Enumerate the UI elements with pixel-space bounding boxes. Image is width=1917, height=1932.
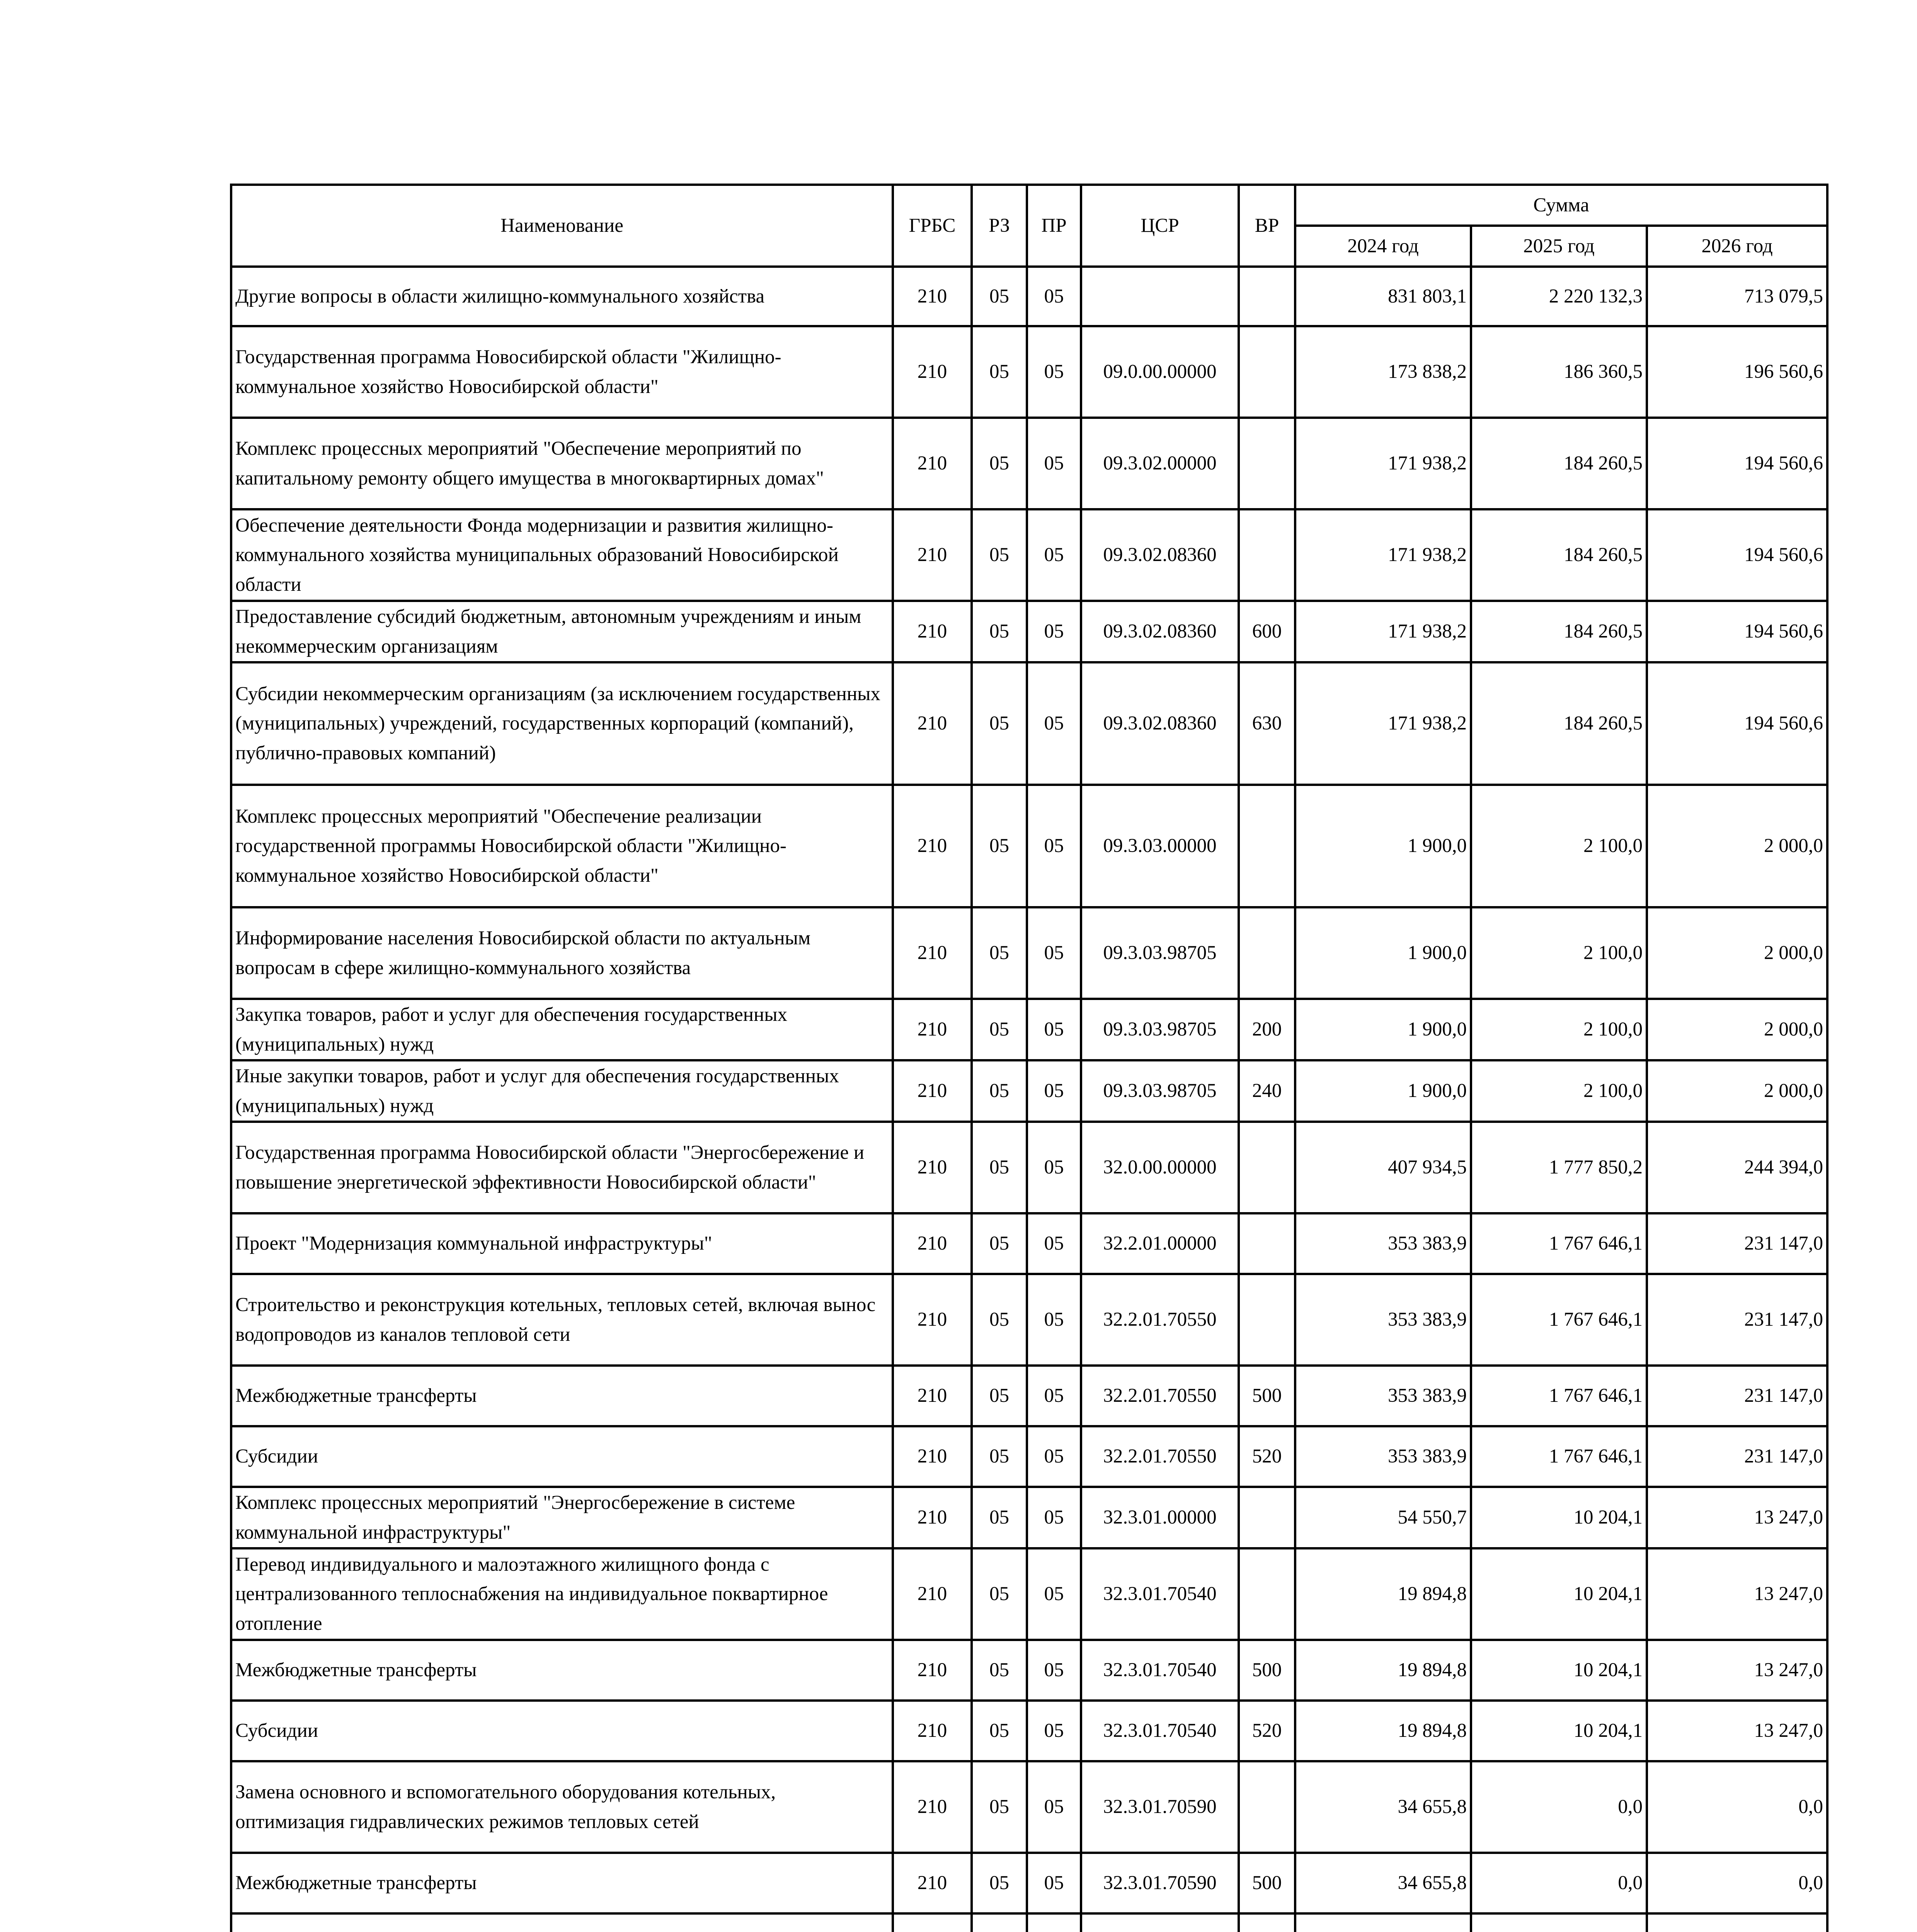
row-grbs: 210 bbox=[893, 326, 972, 418]
row-vr: 630 bbox=[1239, 662, 1295, 785]
row-rz bbox=[972, 1913, 1027, 1932]
row-vr: 500 bbox=[1239, 1366, 1295, 1426]
row-pr: 05 bbox=[1027, 1853, 1081, 1913]
row-csr: 09.3.03.98705 bbox=[1081, 999, 1239, 1060]
row-sum-2025: 1 767 646,1 bbox=[1471, 1366, 1647, 1426]
row-sum-2024: 353 383,9 bbox=[1295, 1213, 1471, 1274]
table-row bbox=[231, 1487, 1827, 1548]
header-year-2026: 2026 год bbox=[1647, 226, 1827, 267]
row-name: Обеспечение деятельности Фонда модернизации и развития жилищно-коммунального хозяйства муниципальных образований Новосибирской области bbox=[231, 509, 893, 601]
row-sum-2026: 13 247,0 bbox=[1647, 1701, 1827, 1761]
row-grbs: 210 bbox=[893, 662, 972, 785]
row-vr bbox=[1239, 418, 1295, 509]
row-sum-2024: 173 838,2 bbox=[1295, 326, 1471, 418]
row-vr: 500 bbox=[1239, 1853, 1295, 1913]
row-grbs: 210 bbox=[893, 509, 972, 601]
row-sum-2026: 194 560,6 bbox=[1647, 662, 1827, 785]
row-name: Комплекс процессных мероприятий "Обеспечение мероприятий по капитальному ремонту общего имущества в многоквартирных домах" bbox=[231, 418, 893, 509]
row-sum-2025: 184 260,5 bbox=[1471, 418, 1647, 509]
table-header bbox=[231, 185, 1827, 267]
row-sum-2026: 231 147,0 bbox=[1647, 1366, 1827, 1426]
table-row bbox=[231, 1853, 1827, 1913]
row-sum-2025: 186 360,5 bbox=[1471, 326, 1647, 418]
row-sum-2026: 231 147,0 bbox=[1647, 1426, 1827, 1487]
row-csr: 32.3.01.00000 bbox=[1081, 1487, 1239, 1548]
row-vr bbox=[1239, 267, 1295, 326]
row-vr bbox=[1239, 509, 1295, 601]
row-csr: 09.3.03.98705 bbox=[1081, 1060, 1239, 1122]
row-name: Комплекс процессных мероприятий "Энергосбережение в системе коммунальной инфраструктуры" bbox=[231, 1487, 893, 1548]
row-sum-2024: 1 900,0 bbox=[1295, 1060, 1471, 1122]
row-rz: 05 bbox=[972, 326, 1027, 418]
row-pr: 05 bbox=[1027, 326, 1081, 418]
table-row bbox=[231, 907, 1827, 999]
row-csr: 32.3.01.70540 bbox=[1081, 1548, 1239, 1640]
row-csr: 32.3.01.70540 bbox=[1081, 1640, 1239, 1701]
row-rz: 05 bbox=[972, 1761, 1027, 1853]
row-rz: 05 bbox=[972, 1274, 1027, 1366]
row-vr: 200 bbox=[1239, 999, 1295, 1060]
row-pr: 05 bbox=[1027, 1274, 1081, 1366]
row-csr: 32.0.00.00000 bbox=[1081, 1122, 1239, 1213]
row-sum-2026: 194 560,6 bbox=[1647, 509, 1827, 601]
row-rz: 05 bbox=[972, 999, 1027, 1060]
table-row bbox=[231, 1426, 1827, 1487]
row-sum-2024: 171 938,2 bbox=[1295, 418, 1471, 509]
row-sum-2026: 0,0 bbox=[1647, 1761, 1827, 1853]
row-grbs: 210 bbox=[893, 907, 972, 999]
row-sum-2024: 1 900,0 bbox=[1295, 999, 1471, 1060]
row-pr: 05 bbox=[1027, 1548, 1081, 1640]
table-row bbox=[231, 326, 1827, 418]
table-row bbox=[231, 1213, 1827, 1274]
row-grbs: 210 bbox=[893, 785, 972, 907]
row-rz: 05 bbox=[972, 1701, 1027, 1761]
row-vr bbox=[1239, 1122, 1295, 1213]
row-sum-2025: 10 204,1 bbox=[1471, 1548, 1647, 1640]
header-rz: РЗ bbox=[972, 185, 1027, 267]
row-pr: 05 bbox=[1027, 1487, 1081, 1548]
row-sum-2026: 713 079,5 bbox=[1647, 267, 1827, 326]
row-vr: 520 bbox=[1239, 1426, 1295, 1487]
row-pr: 05 bbox=[1027, 1701, 1081, 1761]
table-row bbox=[231, 418, 1827, 509]
row-rz: 05 bbox=[972, 1426, 1027, 1487]
row-pr: 05 bbox=[1027, 1122, 1081, 1213]
row-sum-2026: 13 247,0 bbox=[1647, 1487, 1827, 1548]
row-sum-2026: 196 560,6 bbox=[1647, 326, 1827, 418]
table-row bbox=[231, 509, 1827, 601]
table-row bbox=[231, 1274, 1827, 1366]
row-sum-2025: 10 204,1 bbox=[1471, 1701, 1647, 1761]
row-pr: 05 bbox=[1027, 999, 1081, 1060]
row-csr: 09.3.02.08360 bbox=[1081, 509, 1239, 601]
row-pr: 05 bbox=[1027, 662, 1081, 785]
row-sum-2025: 1 767 646,1 bbox=[1471, 1213, 1647, 1274]
row-rz: 05 bbox=[972, 1640, 1027, 1701]
row-rz: 05 bbox=[972, 601, 1027, 662]
row-csr: 09.0.00.00000 bbox=[1081, 326, 1239, 418]
row-sum-2025: 2 100,0 bbox=[1471, 907, 1647, 999]
row-sum-2026: 13 247,0 bbox=[1647, 1548, 1827, 1640]
row-vr bbox=[1239, 907, 1295, 999]
row-grbs: 210 bbox=[893, 1761, 972, 1853]
row-pr: 05 bbox=[1027, 1426, 1081, 1487]
table-row bbox=[231, 1913, 1827, 1932]
table-row bbox=[231, 999, 1827, 1060]
row-pr: 05 bbox=[1027, 785, 1081, 907]
row-sum-2026: 0,0 bbox=[1647, 1853, 1827, 1913]
row-sum-2025: 184 260,5 bbox=[1471, 601, 1647, 662]
row-sum-2025: 0,0 bbox=[1471, 1853, 1647, 1913]
row-sum-2024: 353 383,9 bbox=[1295, 1366, 1471, 1426]
row-pr: 05 bbox=[1027, 1761, 1081, 1853]
row-vr bbox=[1239, 1548, 1295, 1640]
header-name: Наименование bbox=[231, 185, 893, 267]
row-csr: 32.2.01.00000 bbox=[1081, 1213, 1239, 1274]
row-vr: 500 bbox=[1239, 1640, 1295, 1701]
table-row bbox=[231, 1640, 1827, 1701]
row-name: Проект "Модернизация коммунальной инфраструктуры" bbox=[231, 1213, 893, 1274]
row-grbs bbox=[893, 1913, 972, 1932]
header-row bbox=[231, 185, 1827, 226]
table-row bbox=[231, 601, 1827, 662]
row-sum-2026: 2 000,0 bbox=[1647, 785, 1827, 907]
header-pr: ПР bbox=[1027, 185, 1081, 267]
row-sum-2024: 1 900,0 bbox=[1295, 785, 1471, 907]
row-sum-2024: 19 894,8 bbox=[1295, 1640, 1471, 1701]
row-sum-2024: 171 938,2 bbox=[1295, 662, 1471, 785]
row-pr: 05 bbox=[1027, 418, 1081, 509]
table-row bbox=[231, 1548, 1827, 1640]
row-sum-2024: 54 550,7 bbox=[1295, 1487, 1471, 1548]
table-row bbox=[231, 785, 1827, 907]
row-vr bbox=[1239, 1487, 1295, 1548]
row-sum-2025: 10 204,1 bbox=[1471, 1640, 1647, 1701]
row-sum-2026: 2 000,0 bbox=[1647, 999, 1827, 1060]
row-sum-2026: 194 560,6 bbox=[1647, 418, 1827, 509]
row-sum-2026: 2 000,0 bbox=[1647, 1060, 1827, 1122]
row-rz: 05 bbox=[972, 509, 1027, 601]
row-pr: 05 bbox=[1027, 267, 1081, 326]
table-row bbox=[231, 1366, 1827, 1426]
row-vr bbox=[1239, 1274, 1295, 1366]
row-sum-2024 bbox=[1295, 1913, 1471, 1932]
header-grbs: ГРБС bbox=[893, 185, 972, 267]
row-csr: 32.3.01.70540 bbox=[1081, 1701, 1239, 1761]
row-rz: 05 bbox=[972, 1487, 1027, 1548]
row-name: Государственная программа Новосибирской области "Жилищно-коммунальное хозяйство Новосибирской области" bbox=[231, 326, 893, 418]
row-name: Субсидии bbox=[231, 1426, 893, 1487]
row-pr: 05 bbox=[1027, 1366, 1081, 1426]
row-sum-2024: 171 938,2 bbox=[1295, 509, 1471, 601]
table-row bbox=[231, 1060, 1827, 1122]
table-body bbox=[231, 267, 1827, 1932]
row-sum-2024: 19 894,8 bbox=[1295, 1701, 1471, 1761]
row-grbs: 210 bbox=[893, 1701, 972, 1761]
row-vr bbox=[1239, 1213, 1295, 1274]
row-name: Субсидии bbox=[231, 1701, 893, 1761]
row-grbs: 210 bbox=[893, 267, 972, 326]
row-csr: 09.3.02.08360 bbox=[1081, 601, 1239, 662]
row-sum-2024: 1 900,0 bbox=[1295, 907, 1471, 999]
row-name: Перевод индивидуального и малоэтажного жилищного фонда с централизованного теплоснабжения на индивидуальное поквартирное отопление bbox=[231, 1548, 893, 1640]
row-csr bbox=[1081, 267, 1239, 326]
row-grbs: 210 bbox=[893, 1487, 972, 1548]
row-sum-2025: 184 260,5 bbox=[1471, 662, 1647, 785]
row-vr bbox=[1239, 785, 1295, 907]
row-sum-2025: 2 100,0 bbox=[1471, 1060, 1647, 1122]
row-grbs: 210 bbox=[893, 601, 972, 662]
row-csr: 09.3.03.00000 bbox=[1081, 785, 1239, 907]
row-vr bbox=[1239, 1913, 1295, 1932]
row-grbs: 210 bbox=[893, 1426, 972, 1487]
row-grbs: 210 bbox=[893, 1853, 972, 1913]
row-pr: 05 bbox=[1027, 1640, 1081, 1701]
row-rz: 05 bbox=[972, 418, 1027, 509]
row-vr: 520 bbox=[1239, 1701, 1295, 1761]
row-name: Предоставление субсидий бюджетным, автономным учреждениям и иным некоммерческим организациям bbox=[231, 601, 893, 662]
table-row bbox=[231, 662, 1827, 785]
row-pr: 05 bbox=[1027, 509, 1081, 601]
row-sum-2025: 2 220 132,3 bbox=[1471, 267, 1647, 326]
row-csr: 09.3.02.08360 bbox=[1081, 662, 1239, 785]
row-sum-2024: 353 383,9 bbox=[1295, 1426, 1471, 1487]
row-rz: 05 bbox=[972, 1213, 1027, 1274]
row-name: Строительство и реконструкция котельных, тепловых сетей, включая вынос водопроводов из каналов тепловой сети bbox=[231, 1274, 893, 1366]
row-sum-2024: 353 383,9 bbox=[1295, 1274, 1471, 1366]
row-csr: 32.3.01.70590 bbox=[1081, 1761, 1239, 1853]
row-sum-2026: 231 147,0 bbox=[1647, 1213, 1827, 1274]
row-rz: 05 bbox=[972, 785, 1027, 907]
row-name: Комплекс процессных мероприятий "Обеспечение реализации государственной программы Новосибирской области "Жилищно-коммунальное хозяйство Новосибирской области" bbox=[231, 785, 893, 907]
row-csr: 09.3.03.98705 bbox=[1081, 907, 1239, 999]
row-sum-2025: 0,0 bbox=[1471, 1761, 1647, 1853]
row-sum-2024: 171 938,2 bbox=[1295, 601, 1471, 662]
row-name: Субсидии некоммерческим организациям (за исключением государственных (муниципальных) учреждений, государственных корпораций (компаний), публично-правовых компаний) bbox=[231, 662, 893, 785]
row-rz: 05 bbox=[972, 1548, 1027, 1640]
budget-table bbox=[230, 184, 1828, 1932]
row-grbs: 210 bbox=[893, 1060, 972, 1122]
row-sum-2026: 194 560,6 bbox=[1647, 601, 1827, 662]
row-grbs: 210 bbox=[893, 1640, 972, 1701]
row-sum-2024: 407 934,5 bbox=[1295, 1122, 1471, 1213]
row-name: Другие вопросы в области жилищно-коммунального хозяйства bbox=[231, 267, 893, 326]
row-sum-2026: 13 247,0 bbox=[1647, 1640, 1827, 1701]
row-name: Межбюджетные трансферты bbox=[231, 1366, 893, 1426]
row-vr bbox=[1239, 1761, 1295, 1853]
row-name: Государственная программа Новосибирской области "Энергосбережение и повышение энергетической эффективности Новосибирской области" bbox=[231, 1122, 893, 1213]
row-csr: 32.2.01.70550 bbox=[1081, 1426, 1239, 1487]
row-name bbox=[231, 1913, 893, 1932]
row-grbs: 210 bbox=[893, 418, 972, 509]
row-rz: 05 bbox=[972, 662, 1027, 785]
table-row bbox=[231, 1701, 1827, 1761]
header-csr: ЦСР bbox=[1081, 185, 1239, 267]
row-sum-2026: 244 394,0 bbox=[1647, 1122, 1827, 1213]
row-sum-2025 bbox=[1471, 1913, 1647, 1932]
row-rz: 05 bbox=[972, 267, 1027, 326]
row-pr bbox=[1027, 1913, 1081, 1932]
row-rz: 05 bbox=[972, 1366, 1027, 1426]
header-year-2024: 2024 год bbox=[1295, 226, 1471, 267]
row-sum-2026: 231 147,0 bbox=[1647, 1274, 1827, 1366]
row-grbs: 210 bbox=[893, 1213, 972, 1274]
row-sum-2024: 831 803,1 bbox=[1295, 267, 1471, 326]
row-grbs: 210 bbox=[893, 1548, 972, 1640]
row-pr: 05 bbox=[1027, 907, 1081, 999]
row-grbs: 210 bbox=[893, 1274, 972, 1366]
row-grbs: 210 bbox=[893, 1366, 972, 1426]
header-vr: ВР bbox=[1239, 185, 1295, 267]
row-grbs: 210 bbox=[893, 999, 972, 1060]
row-name: Информирование населения Новосибирской области по актуальным вопросам в сфере жилищно-коммунального хозяйства bbox=[231, 907, 893, 999]
table-row bbox=[231, 1761, 1827, 1853]
row-sum-2024: 34 655,8 bbox=[1295, 1853, 1471, 1913]
row-sum-2024: 34 655,8 bbox=[1295, 1761, 1471, 1853]
header-year-2025: 2025 год bbox=[1471, 226, 1647, 267]
row-rz: 05 bbox=[972, 1122, 1027, 1213]
row-name: Замена основного и вспомогательного оборудования котельных, оптимизация гидравлических режимов тепловых сетей bbox=[231, 1761, 893, 1853]
row-name: Иные закупки товаров, работ и услуг для обеспечения государственных (муниципальных) нужд bbox=[231, 1060, 893, 1122]
row-rz: 05 bbox=[972, 1853, 1027, 1913]
row-sum-2025: 1 767 646,1 bbox=[1471, 1426, 1647, 1487]
row-csr bbox=[1081, 1913, 1239, 1932]
table-row bbox=[231, 1122, 1827, 1213]
row-csr: 32.3.01.70590 bbox=[1081, 1853, 1239, 1913]
row-sum-2026: 2 000,0 bbox=[1647, 907, 1827, 999]
row-name: Закупка товаров, работ и услуг для обеспечения государственных (муниципальных) нужд bbox=[231, 999, 893, 1060]
row-name: Межбюджетные трансферты bbox=[231, 1853, 893, 1913]
row-rz: 05 bbox=[972, 1060, 1027, 1122]
row-sum-2024: 19 894,8 bbox=[1295, 1548, 1471, 1640]
row-vr: 600 bbox=[1239, 601, 1295, 662]
header-sum: Сумма bbox=[1295, 185, 1827, 226]
row-sum-2025: 184 260,5 bbox=[1471, 509, 1647, 601]
row-grbs: 210 bbox=[893, 1122, 972, 1213]
row-sum-2025: 2 100,0 bbox=[1471, 999, 1647, 1060]
row-rz: 05 bbox=[972, 907, 1027, 999]
row-vr: 240 bbox=[1239, 1060, 1295, 1122]
row-csr: 09.3.02.00000 bbox=[1081, 418, 1239, 509]
row-pr: 05 bbox=[1027, 1060, 1081, 1122]
row-sum-2025: 1 767 646,1 bbox=[1471, 1274, 1647, 1366]
row-sum-2025: 10 204,1 bbox=[1471, 1487, 1647, 1548]
row-sum-2025: 1 777 850,2 bbox=[1471, 1122, 1647, 1213]
row-vr bbox=[1239, 326, 1295, 418]
row-sum-2025: 2 100,0 bbox=[1471, 785, 1647, 907]
row-csr: 32.2.01.70550 bbox=[1081, 1366, 1239, 1426]
row-name: Межбюджетные трансферты bbox=[231, 1640, 893, 1701]
row-pr: 05 bbox=[1027, 1213, 1081, 1274]
row-sum-2026 bbox=[1647, 1913, 1827, 1932]
row-pr: 05 bbox=[1027, 601, 1081, 662]
table-row bbox=[231, 267, 1827, 326]
row-csr: 32.2.01.70550 bbox=[1081, 1274, 1239, 1366]
